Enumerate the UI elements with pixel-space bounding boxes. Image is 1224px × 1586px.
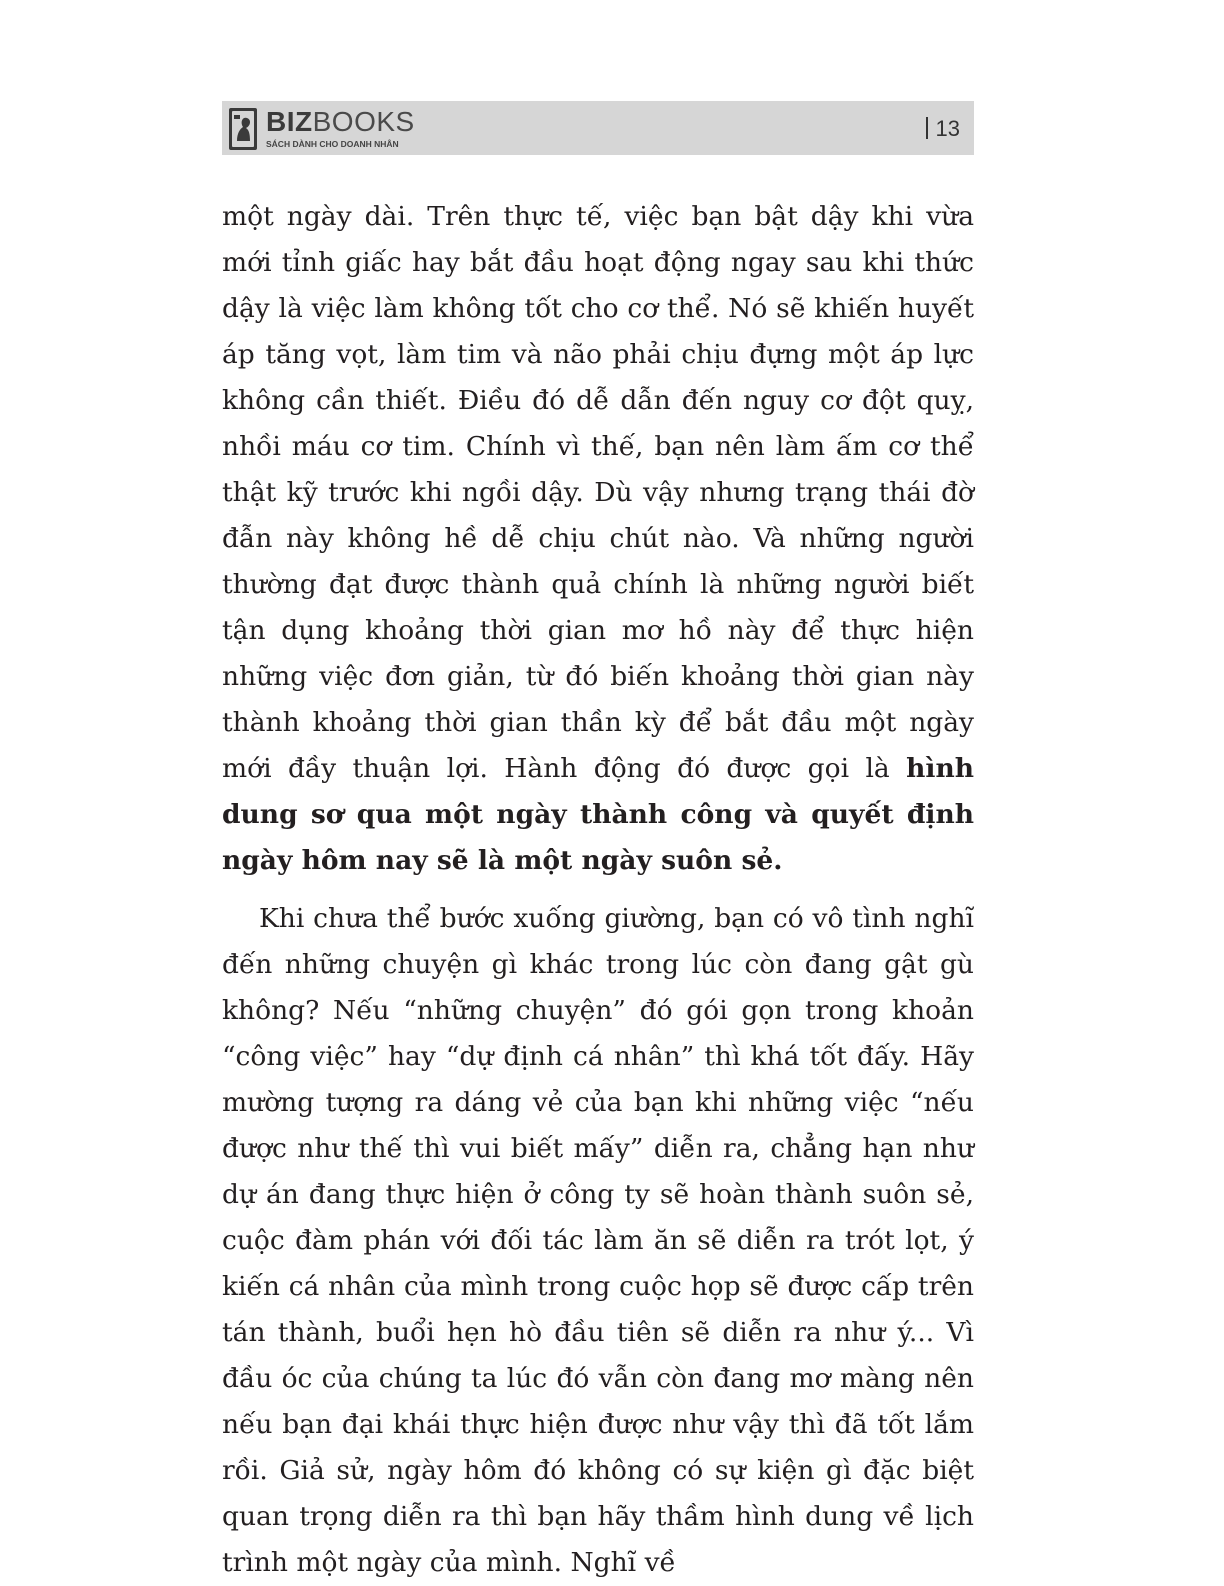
bizbooks-logo-icon xyxy=(228,107,258,151)
page-number-divider xyxy=(926,117,928,139)
paragraph-2: Khi chưa thể bước xuống giường, bạn có vô tình nghĩ đến những chuyện gì khác trong lúc còn đang gật gù không? Nếu “những chuyện” đó gói gọn trong khoản “công việc” hay “dự định cá nhân” thì khá tốt đấy. Hãy mường tượng ra dáng vẻ của bạn khi những việc “nếu được như thế thì vui biết mấy” diễn ra, chẳng hạn như dự án đang thực hiện ở công ty sẽ hoàn thành suôn sẻ, cuộc đàm phán với đối tác làm ăn sẽ diễn ra trót lọt, ý kiến cá nhân của mình trong cuộc họp sẽ được cấp trên tán thành, buổi hẹn hò đầu tiên sẽ diễn ra như ý... Vì đầu óc của chúng ta lúc đó vẫn còn đang mơ màng nên nếu bạn đại khái thực hiện được như vậy thì đã tốt lắm rồi. Giả sử, ngày hôm đó không có sự kiện gì đặc biệt quan trọng diễn ra thì bạn hãy thầm hình dung về lịch trình một ngày của mình. Nghĩ về xyxy=(222,903,974,1578)
bizbooks-logo xyxy=(228,106,415,152)
brand-name-regular: BOOKS xyxy=(312,106,415,137)
paragraph-1-bold-text: hình dung sơ qua một ngày thành công và quyết định ngày hôm nay sẽ là một ngày suôn sẻ. xyxy=(222,753,974,876)
page-header xyxy=(222,101,974,155)
body-text xyxy=(222,194,974,1586)
page-number-value: 13 xyxy=(935,116,960,141)
brand-name-bold: BIZ xyxy=(266,106,313,137)
page-number xyxy=(926,116,960,142)
brand-name xyxy=(266,106,415,138)
brand-tagline: SÁCH DÀNH CHO DOANH NHÂN xyxy=(266,139,399,149)
paragraph-1-text: một ngày dài. Trên thực tế, việc bạn bật dậy khi vừa mới tỉnh giấc hay bắt đầu hoạt động ngay sau khi thức dậy là việc làm không tốt cho cơ thể. Nó sẽ khiến huyết áp tăng vọt, làm tim và não phải chịu đựng một áp lực không cần thiết. Điều đó dễ dẫn đến nguy cơ đột quỵ, nhồi máu cơ tim. Chính vì thế, bạn nên làm ấm cơ thể thật kỹ trước khi ngồi dậy. Dù vậy nhưng trạng thái đờ đẫn này không hề dễ chịu chút nào. Và những người thường đạt được thành quả chính là những người biết tận dụng khoảng thời gian mơ hồ này để thực hiện những việc đơn giản, từ đó biến khoảng thời gian này thành khoảng thời gian thần kỳ để bắt đầu một ngày mới đầy thuận lợi. Hành động đó được gọi là xyxy=(222,201,974,784)
paragraph-1 xyxy=(222,194,974,884)
